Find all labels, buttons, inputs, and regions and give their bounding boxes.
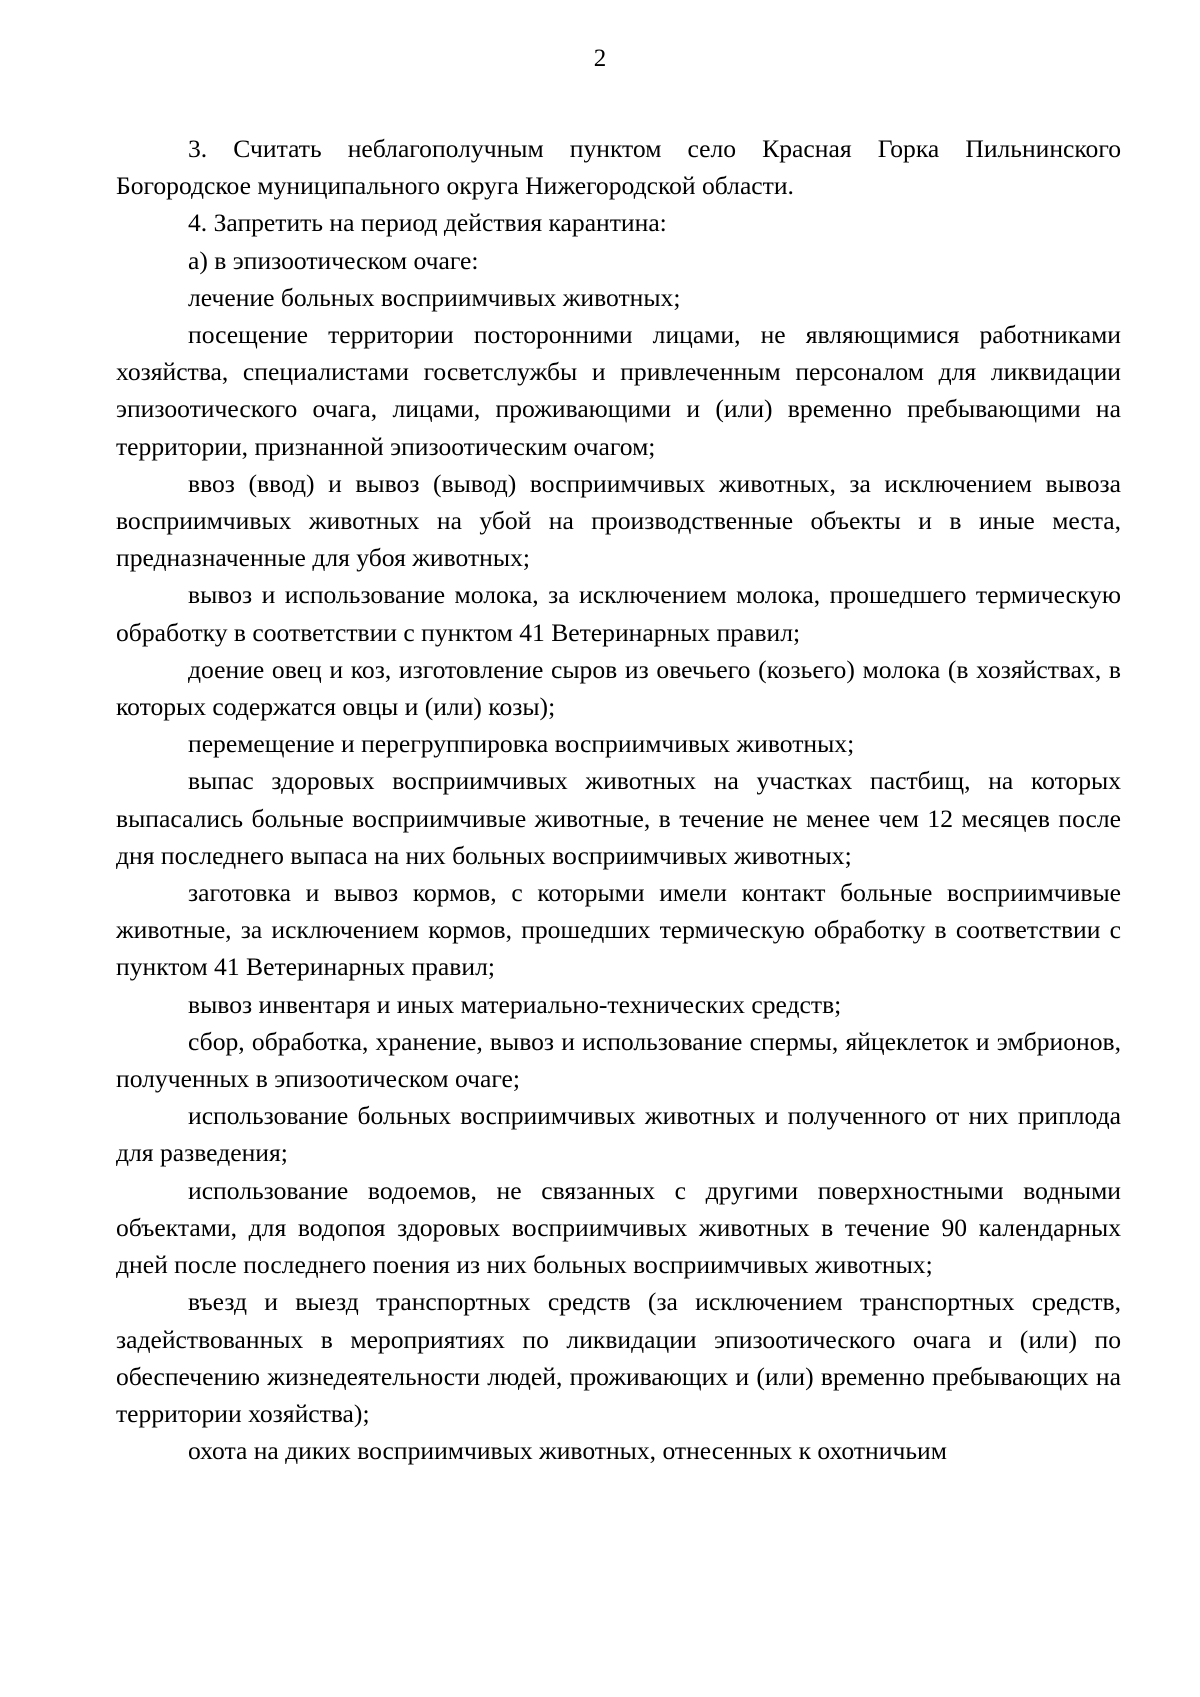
paragraph-visiting: посещение территории посторонними лицами, не являющимися работниками хозяйства, специалистами госветслужбы и привлеченным персоналом для ликвидации эпизоотического очага, лицами, проживающими и (или) временно пребывающими на территории, признанной эпизоотическим очагом; [116,320,1121,461]
paragraph-inventory: вывоз инвентаря и иных материально-технических средств; [188,989,842,1019]
paragraph-item-4: 4. Запретить на период действия карантина: [188,208,667,238]
paragraph-treatment: лечение больных восприимчивых животных; [188,282,681,312]
paragraph-milk: вывоз и использование молока, за исключением молока, прошедшего термическую обработку в соответствии с пунктом 41 Ветеринарных правил; [116,580,1121,647]
paragraph-breeding: использование больных восприимчивых животных и полученного от них приплода для разведения; [116,1101,1121,1168]
paragraph-regrouping: перемещение и перегруппировка восприимчивых животных; [188,729,855,759]
paragraph-vehicles: въезд и выезд транспортных средств (за исключением транспортных средств, задействованных в мероприятиях по ликвидации эпизоотического очага и (или) по обеспечению жизнедеятельности людей, проживающих и (или) временно пребывающих на территории хозяйства); [116,1287,1121,1428]
paragraph-feed: заготовка и вывоз кормов, с которыми имели контакт больные восприимчивые животные, за исключением кормов, прошедших термическую обработку в соответствии с пунктом 41 Ветеринарных правил; [116,878,1121,982]
paragraph-water: использование водоемов, не связанных с другими поверхностными водными объектами, для водопоя здоровых восприимчивых животных в течение 90 календарных дней после последнего поения из них больных восприимчивых животных; [116,1175,1121,1280]
paragraph-milking: доение овец и коз, изготовление сыров из овечьего (козьего) молока (в хозяйствах, в которых содержатся овцы и (или) козы); [116,654,1121,722]
paragraph-sperm: сбор, обработка, хранение, вывоз и использование спермы, яйцеклеток и эмбрионов, полученных в эпизоотическом очаге; [116,1026,1121,1094]
paragraph-subitem-a: а) в эпизоотическом очаге: [188,245,479,275]
paragraph-hunting: охота на диких восприимчивых животных, отнесенных к охотничьим [188,1436,947,1466]
paragraph-grazing: выпас здоровых восприимчивых животных на участках пастбищ, на которых выпасались больные восприимчивые животные, в течение не менее чем 12 месяцев после дня последнего выпаса на них больных восприимчивых животных; [116,766,1121,870]
paragraph-item-3: 3. Считать неблагополучным пунктом село Красная Горка Пильнинского Богородское муниципального округа Нижегородской области. [116,134,1121,201]
page-number: 2 [593,45,607,72]
document-body [116,130,1121,1469]
paragraph-import-export: ввоз (ввод) и вывоз (вывод) восприимчивых животных, за исключением вывоза восприимчивых животных на убой на производственные объекты и в иные места, предназначенные для убоя животных; [116,468,1121,573]
